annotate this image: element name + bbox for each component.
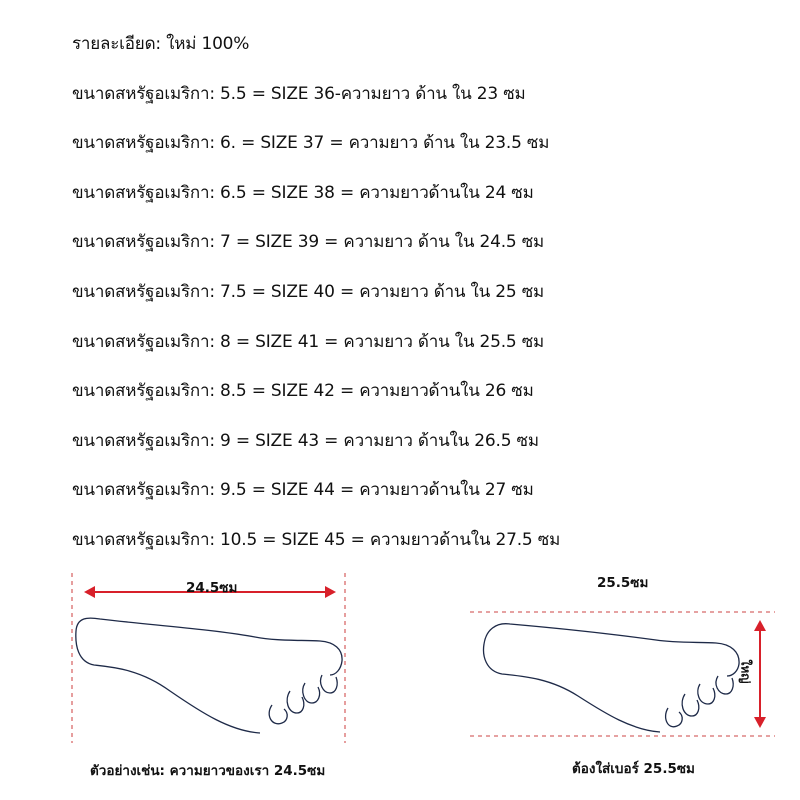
arrowhead-right-icon bbox=[325, 586, 336, 598]
toe-icon bbox=[698, 684, 715, 704]
toe-icon bbox=[716, 676, 733, 694]
toe-icon bbox=[666, 708, 683, 727]
size-line: ขนาดสหรัฐอเมริกา: 9.5 = SIZE 44 = ความยาวด้านใน 27 ซม bbox=[72, 480, 534, 501]
toe-icon bbox=[287, 691, 304, 713]
foot-outline-icon bbox=[484, 624, 740, 732]
toe-icon bbox=[682, 694, 699, 716]
size-measure-label: 25.5ซม bbox=[597, 575, 649, 591]
toe-icon bbox=[303, 683, 320, 703]
arrowhead-down-icon bbox=[754, 717, 766, 728]
side-size-label: ใหญ่ bbox=[738, 659, 753, 684]
size-comparison-diagram bbox=[460, 600, 780, 745]
left-diagram-caption: ตัวอย่างเช่น: ความยาวของเรา 24.5ซม bbox=[90, 763, 326, 779]
arrowhead-left-icon bbox=[84, 586, 95, 598]
size-line: ขนาดสหรัฐอเมริกา: 10.5 = SIZE 45 = ความยาวด้านใน 27.5 ซม bbox=[72, 529, 561, 550]
size-line: ขนาดสหรัฐอเมริกา: 6.5 = SIZE 38 = ความยาวด้านใน 24 ซม bbox=[72, 182, 534, 203]
arrowhead-up-icon bbox=[754, 620, 766, 631]
foot-outline-icon bbox=[76, 618, 342, 733]
length-measure-label: 24.5ซม bbox=[186, 580, 238, 596]
size-details bbox=[72, 30, 792, 576]
size-line: ขนาดสหรัฐอเมริกา: 8.5 = SIZE 42 = ความยาวด้านใน 26 ซม bbox=[72, 381, 534, 402]
size-line: ขนาดสหรัฐอเมริกา: 7 = SIZE 39 = ความยาว ด้าน ใน 24.5 ซม bbox=[72, 232, 545, 253]
size-line: ขนาดสหรัฐอเมริกา: 7.5 = SIZE 40 = ความยาว ด้าน ใน 25 ซม bbox=[72, 281, 545, 302]
size-line: ขนาดสหรัฐอเมริกา: 8 = SIZE 41 = ความยาว ด้าน ใน 25.5 ซม bbox=[72, 331, 545, 352]
toe-icon bbox=[269, 705, 287, 724]
size-line: ขนาดสหรัฐอเมริกา: 6. = SIZE 37 = ความยาว ด้าน ใน 23.5 ซม bbox=[72, 133, 550, 154]
right-diagram-caption: ต้องใส่เบอร์ 25.5ซม bbox=[572, 761, 695, 777]
size-line: ขนาดสหรัฐอเมริกา: 9 = SIZE 43 = ความยาว ด้านใน 26.5 ซม bbox=[72, 430, 539, 451]
toe-icon bbox=[321, 675, 338, 693]
size-line: ขนาดสหรัฐอเมริกา: 5.5 = SIZE 36-ความยาว ด้าน ใน 23 ซม bbox=[72, 83, 526, 104]
condition-line: รายละเอียด: ใหม่ 100% bbox=[72, 34, 250, 54]
